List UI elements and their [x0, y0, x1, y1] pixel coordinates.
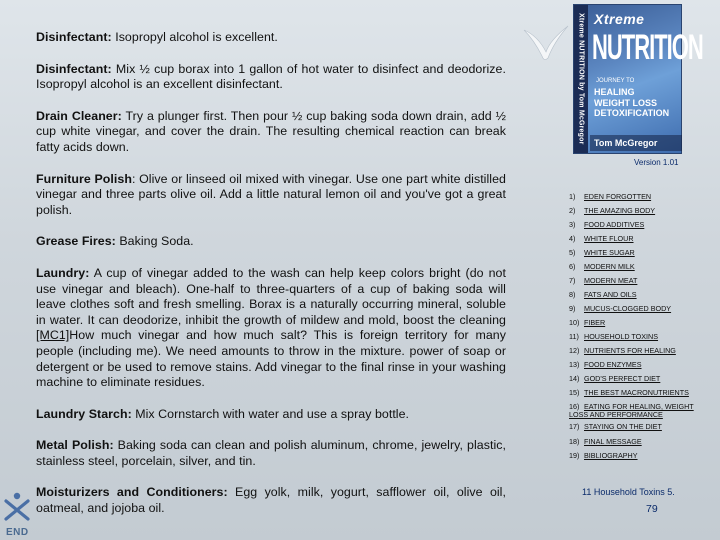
- menu-item-label[interactable]: WHITE SUGAR: [584, 248, 635, 257]
- book-cover: [574, 5, 703, 153]
- x-figure-logo-icon: [4, 491, 30, 521]
- menu-item-number: 18): [569, 437, 580, 446]
- menu-item[interactable]: [569, 207, 655, 215]
- comment-link[interactable]: [MC1]: [36, 328, 70, 343]
- menu-item-number: 17): [569, 422, 580, 431]
- slide-summary: 11 Household Toxins 5.: [582, 487, 675, 497]
- entry-term: Disinfectant:: [36, 30, 112, 44]
- cover-headline-line: WEIGHT LOSS: [594, 97, 657, 108]
- entry-term: Drain Cleaner:: [36, 108, 122, 123]
- menu-item[interactable]: [569, 389, 689, 397]
- entry-term: Laundry:: [36, 265, 90, 280]
- menu-item-label[interactable]: FIBER: [584, 318, 606, 327]
- cover-headline: [594, 87, 669, 119]
- cover-author: Tom McGregor: [590, 135, 682, 151]
- menu-item-number: 13): [569, 360, 580, 369]
- menu-item-label[interactable]: FOOD ENZYMES: [584, 360, 642, 369]
- entry-disinfectant-2: [36, 62, 506, 93]
- menu-item-label[interactable]: MODERN MILK: [584, 262, 635, 271]
- menu-item[interactable]: [569, 263, 635, 271]
- entry-term: Furniture Polish: [36, 171, 132, 186]
- menu-item-number: 8): [569, 290, 576, 299]
- menu-item-number: 2): [569, 206, 576, 215]
- menu-item-label[interactable]: MUCUS-CLOGGED BODY: [584, 304, 672, 313]
- menu-item[interactable]: [569, 221, 644, 229]
- menu-item[interactable]: [569, 452, 638, 460]
- menu-item-number: 12): [569, 346, 580, 355]
- cover-headline-line: HEALING: [594, 87, 635, 97]
- entry-term: Laundry Starch:: [36, 406, 132, 421]
- version-label: Version 1.01: [634, 158, 679, 167]
- menu-item[interactable]: [569, 291, 637, 299]
- menu-item-number: 1): [569, 192, 576, 201]
- cover-spine: Xtreme NUTRITION by Tom McGregor: [574, 5, 588, 153]
- menu-item-label[interactable]: FATS AND OILS: [584, 290, 637, 299]
- main-content: [36, 30, 506, 517]
- menu-item[interactable]: [569, 319, 605, 327]
- entry-term: Disinfectant:: [36, 61, 112, 76]
- page-number: 79: [646, 503, 658, 515]
- menu-item-number: 7): [569, 276, 576, 285]
- menu-item[interactable]: [569, 235, 634, 243]
- entry-text: Baking Soda.: [115, 234, 194, 249]
- menu-item-number: 11): [569, 332, 579, 341]
- menu-item-label[interactable]: EATING FOR HEALING, WEIGHT LOSS AND PERFORMANCE: [569, 402, 694, 419]
- entry-text: A cup of vinegar added to the wash can help keep colors bright (do not use vinegar and bleach). One-half to three-quarters of a cup of baking soda will leave clothes soft and fresh smelling. Borax is a naturally occurring mineral, soluble in water. It can deodorize, inhibit the growth of mildew and mold, boost the cleaning: [36, 265, 506, 327]
- entry-term: Moisturizers and Conditioners:: [36, 485, 228, 500]
- seagull-icon: [522, 22, 570, 72]
- entry-text: Baking soda can clean and polish aluminum, chrome, jewelry, plastic, stainless steel, porcelain, silver, and tin.: [36, 438, 506, 468]
- menu-item-label[interactable]: THE AMAZING BODY: [584, 206, 656, 215]
- menu-item-label[interactable]: GOD'S PERFECT DIET: [584, 374, 661, 383]
- menu-item[interactable]: [569, 333, 658, 341]
- menu-item[interactable]: [569, 375, 660, 383]
- entry-text: Mix ½ cup borax into 1 gallon of hot water to disinfect and deodorize. Isopropyl alcohol is an excellent disinfectant.: [36, 61, 506, 92]
- menu-item-number: 10): [569, 318, 580, 327]
- entry-laundry: [36, 266, 506, 391]
- entry-furniture-polish: [36, 172, 506, 219]
- entry-laundry-starch: [36, 407, 506, 423]
- entry-text: : Olive or linseed oil mixed with vinegar. Use one part white distilled vinegar and three parts olive oil. Add a little natural lemon oil and you've got a great polish.: [36, 171, 506, 217]
- menu-item-label[interactable]: NUTRIENTS FOR HEALING: [584, 346, 676, 355]
- entry-term: Grease Fires:: [36, 234, 116, 249]
- cover-headline-line: DETOXIFICATION: [594, 108, 670, 118]
- menu-item-label[interactable]: WHITE FLOUR: [584, 234, 634, 243]
- menu-item[interactable]: [569, 193, 651, 201]
- menu-item[interactable]: [569, 361, 642, 369]
- menu-item-label[interactable]: EDEN FORGOTTEN: [584, 192, 652, 201]
- entry-disinfectant-1: [36, 30, 506, 46]
- menu-item[interactable]: [569, 438, 642, 446]
- entry-text: Isopropyl alcohol is excellent.: [111, 30, 278, 44]
- menu-item-number: 9): [569, 304, 576, 313]
- entry-text: Try a plunger first. Then pour ½ cup baking soda down drain, add ½ cup white vinegar, and cover the drain. The resulting chemical reaction can break fatty acids down.: [36, 108, 506, 154]
- entry-moisturizers: [36, 485, 506, 516]
- entry-metal-polish: [36, 438, 506, 469]
- menu-item-number: 3): [569, 220, 576, 229]
- menu-item-number: 6): [569, 262, 576, 271]
- menu-item[interactable]: [569, 249, 635, 257]
- menu-item[interactable]: [569, 347, 676, 355]
- menu-item[interactable]: [569, 403, 709, 418]
- entry-term: Metal Polish:: [36, 438, 114, 453]
- menu-item-label[interactable]: FINAL MESSAGE: [584, 437, 642, 446]
- menu-item-label[interactable]: STAYING ON THE DIET: [584, 422, 662, 431]
- entry-drain-cleaner: [36, 109, 506, 156]
- cover-title-top: Xtreme: [594, 11, 645, 27]
- cover-subtitle: JOURNEY TO: [596, 78, 635, 84]
- menu-item[interactable]: [569, 423, 662, 431]
- entry-grease-fires: [36, 234, 506, 250]
- menu-item-label[interactable]: HOUSEHOLD TOXINS: [584, 332, 659, 341]
- entry-text: Mix Cornstarch with water and use a spray bottle.: [131, 406, 410, 421]
- menu-item-label[interactable]: BIBLIOGRAPHY: [584, 451, 638, 460]
- entry-text: How much vinegar and how much salt? This is foreign territory for many people (including me). We need amounts to throw in the mixture. power of soap or detergent or be used to remove stains. Add vinegar to the final rinse in your washing machine to eliminate residues.: [36, 328, 506, 390]
- menu-item-number: 4): [569, 234, 576, 243]
- menu-item-number: 15): [569, 388, 580, 397]
- menu-item-number: 14): [569, 374, 580, 383]
- menu-item-label[interactable]: FOOD ADDITIVES: [584, 220, 645, 229]
- end-button[interactable]: END: [6, 527, 29, 538]
- entry-text: Egg yolk, milk, yogurt, safflower oil, olive oil, oatmeal, and jojoba oil.: [36, 485, 506, 516]
- menu-item-label[interactable]: MODERN MEAT: [584, 276, 638, 285]
- menu-item-label[interactable]: THE BEST MACRONUTRIENTS: [584, 388, 689, 397]
- menu-item-number: 16): [569, 402, 580, 411]
- menu-item-number: 19): [569, 451, 580, 460]
- menu-item[interactable]: [569, 305, 671, 313]
- menu-item[interactable]: [569, 277, 637, 285]
- cover-title-main: NUTRITION: [592, 27, 703, 67]
- menu-item-number: 5): [569, 248, 576, 257]
